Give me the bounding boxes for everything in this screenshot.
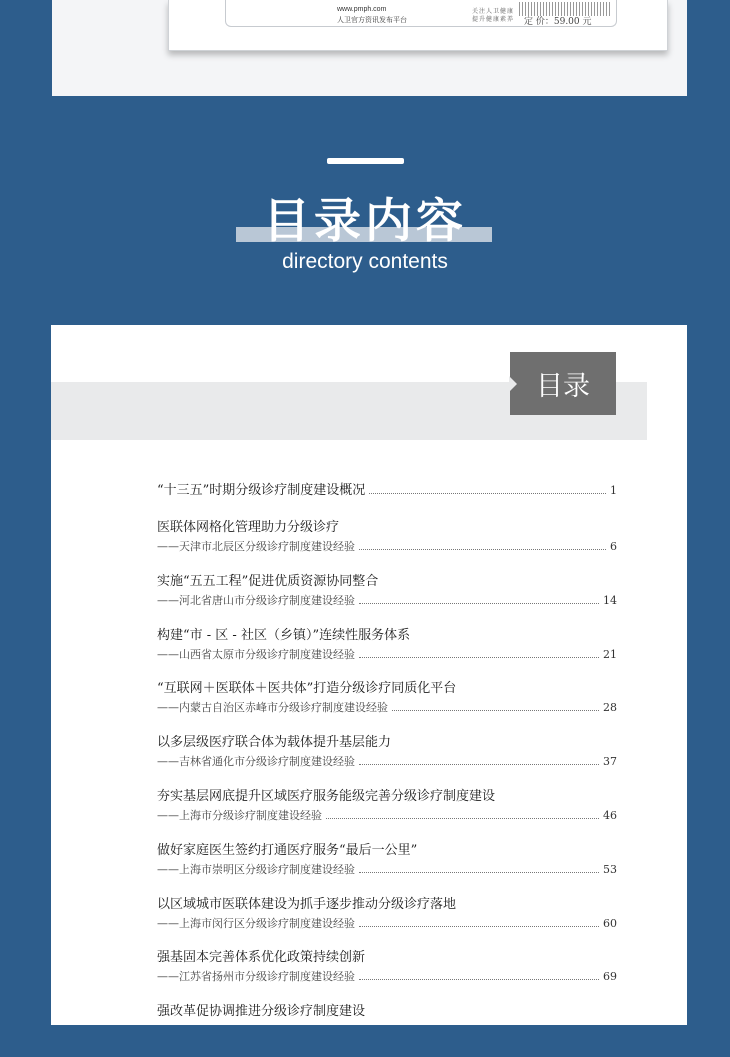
toc-entry-row <box>157 591 617 611</box>
toc-page-number: 46 <box>603 808 617 822</box>
toc-entry-row <box>157 481 617 501</box>
toc-entry[interactable] <box>157 627 617 681</box>
toc-entry-title: 以多层级医疗联合体为载体提升基层能力 <box>157 735 392 751</box>
toc-entry-row <box>157 860 617 880</box>
toc-entry-row <box>157 914 617 934</box>
dot-leader <box>359 602 599 604</box>
toc-entry[interactable] <box>157 680 617 734</box>
toc-entry-title: 夯实基层网底提升区域医疗服务能级完善分级诊疗制度建设 <box>157 788 496 804</box>
toc-entry-subtitle: ——山西省太原市分级诊疗制度建设经验 <box>157 647 355 661</box>
badge-notch-icon <box>509 376 517 392</box>
toc-entry-subtitle: ——上海市分级诊疗制度建设经验 <box>157 808 322 822</box>
toc-entry[interactable] <box>157 842 617 896</box>
book-preview-card <box>52 0 687 96</box>
toc-page-number: 37 <box>603 755 617 769</box>
toc-badge <box>510 352 616 415</box>
toc-card <box>51 325 687 1025</box>
dot-leader <box>369 492 606 494</box>
book-follow-line1: 关注人卫健康 <box>472 8 515 15</box>
toc-entry-subtitle: ——河北省唐山市分级诊疗制度建设经验 <box>157 593 355 607</box>
toc-entry[interactable] <box>157 788 617 842</box>
toc-entry-title: “互联网＋医联体＋医共体”打造分级诊疗同质化平台 <box>157 681 457 697</box>
toc-page-number: 6 <box>610 540 617 553</box>
toc-page-number: 21 <box>603 647 617 661</box>
toc-entry[interactable] <box>157 734 617 788</box>
toc-entry-subtitle: ——吉林省通化市分级诊疗制度建设经验 <box>157 755 355 769</box>
toc-entry[interactable] <box>157 519 617 573</box>
toc-page-number: 28 <box>603 701 617 715</box>
toc-entry-title: “十三五”时期分级诊疗制度建设概况 <box>157 483 366 498</box>
dot-leader <box>359 871 599 873</box>
toc-entry-subtitle: ——江苏省扬州市分级诊疗制度建设经验 <box>157 970 355 984</box>
toc-entry-row <box>157 967 617 987</box>
toc-entry-title: 构建“市 - 区 - 社区（乡镇）”连续性服务体系 <box>157 627 411 643</box>
book-price: 定 价：59.00 元 <box>524 17 592 27</box>
toc-page-number: 69 <box>603 970 617 984</box>
toc-page-number: 1 <box>610 484 617 497</box>
toc-entry[interactable] <box>157 481 617 519</box>
book-cover-bottom <box>168 0 668 51</box>
dot-leader <box>359 656 599 658</box>
book-url: www.pmph.com <box>337 6 387 13</box>
section-title: 目录内容 <box>263 194 467 249</box>
toc-badge-label: 目录 <box>536 371 590 402</box>
dot-leader <box>326 817 599 819</box>
decorative-line <box>327 158 404 164</box>
toc-entry-title: 医联体网格化管理助力分级诊疗 <box>157 520 340 535</box>
toc-page-number: 53 <box>603 862 617 876</box>
toc-page-number: 14 <box>603 593 617 607</box>
toc-entry[interactable] <box>157 1003 617 1057</box>
dot-leader <box>359 763 599 765</box>
toc-entry-row <box>157 698 617 718</box>
toc-entry-row <box>157 645 617 665</box>
section-subtitle: directory contents <box>282 250 448 273</box>
toc-entry-row <box>157 752 617 772</box>
dot-leader <box>392 709 599 711</box>
toc-entry-row <box>157 537 617 557</box>
book-follow-line2: 提升健康素养 <box>472 16 515 23</box>
toc-entry-subtitle: ——上海市闵行区分级诊疗制度建设经验 <box>157 916 355 930</box>
toc-list <box>157 481 617 1057</box>
toc-entry-subtitle: ——内蒙古自治区赤峰市分级诊疗制度建设经验 <box>157 701 388 715</box>
toc-entry-title: 做好家庭医生签约打通医疗服务“最后一公里” <box>157 842 418 858</box>
toc-entry-title: 强改革促协调推进分级诊疗制度建设 <box>157 1004 366 1020</box>
toc-entry[interactable] <box>157 949 617 1003</box>
toc-entry-subtitle: ——上海市崇明区分级诊疗制度建设经验 <box>157 862 355 876</box>
toc-entry-title: 强基固本完善体系优化政策持续创新 <box>157 950 366 966</box>
toc-entry-title: 实施“五五工程”促进优质资源协同整合 <box>157 573 379 589</box>
toc-page-number: 60 <box>603 916 617 930</box>
toc-entry[interactable] <box>157 573 617 627</box>
dot-leader <box>359 925 599 927</box>
toc-entry-row <box>157 806 617 826</box>
book-platform: 人卫官方资讯发布平台 <box>337 17 407 24</box>
toc-entry[interactable] <box>157 896 617 950</box>
dot-leader <box>359 978 599 980</box>
toc-entry-title: 以区域城市医联体建设为抓手逐步推动分级诊疗落地 <box>157 896 457 912</box>
dot-leader <box>359 548 606 550</box>
toc-entry-subtitle: ——天津市北辰区分级诊疗制度建设经验 <box>157 540 355 553</box>
